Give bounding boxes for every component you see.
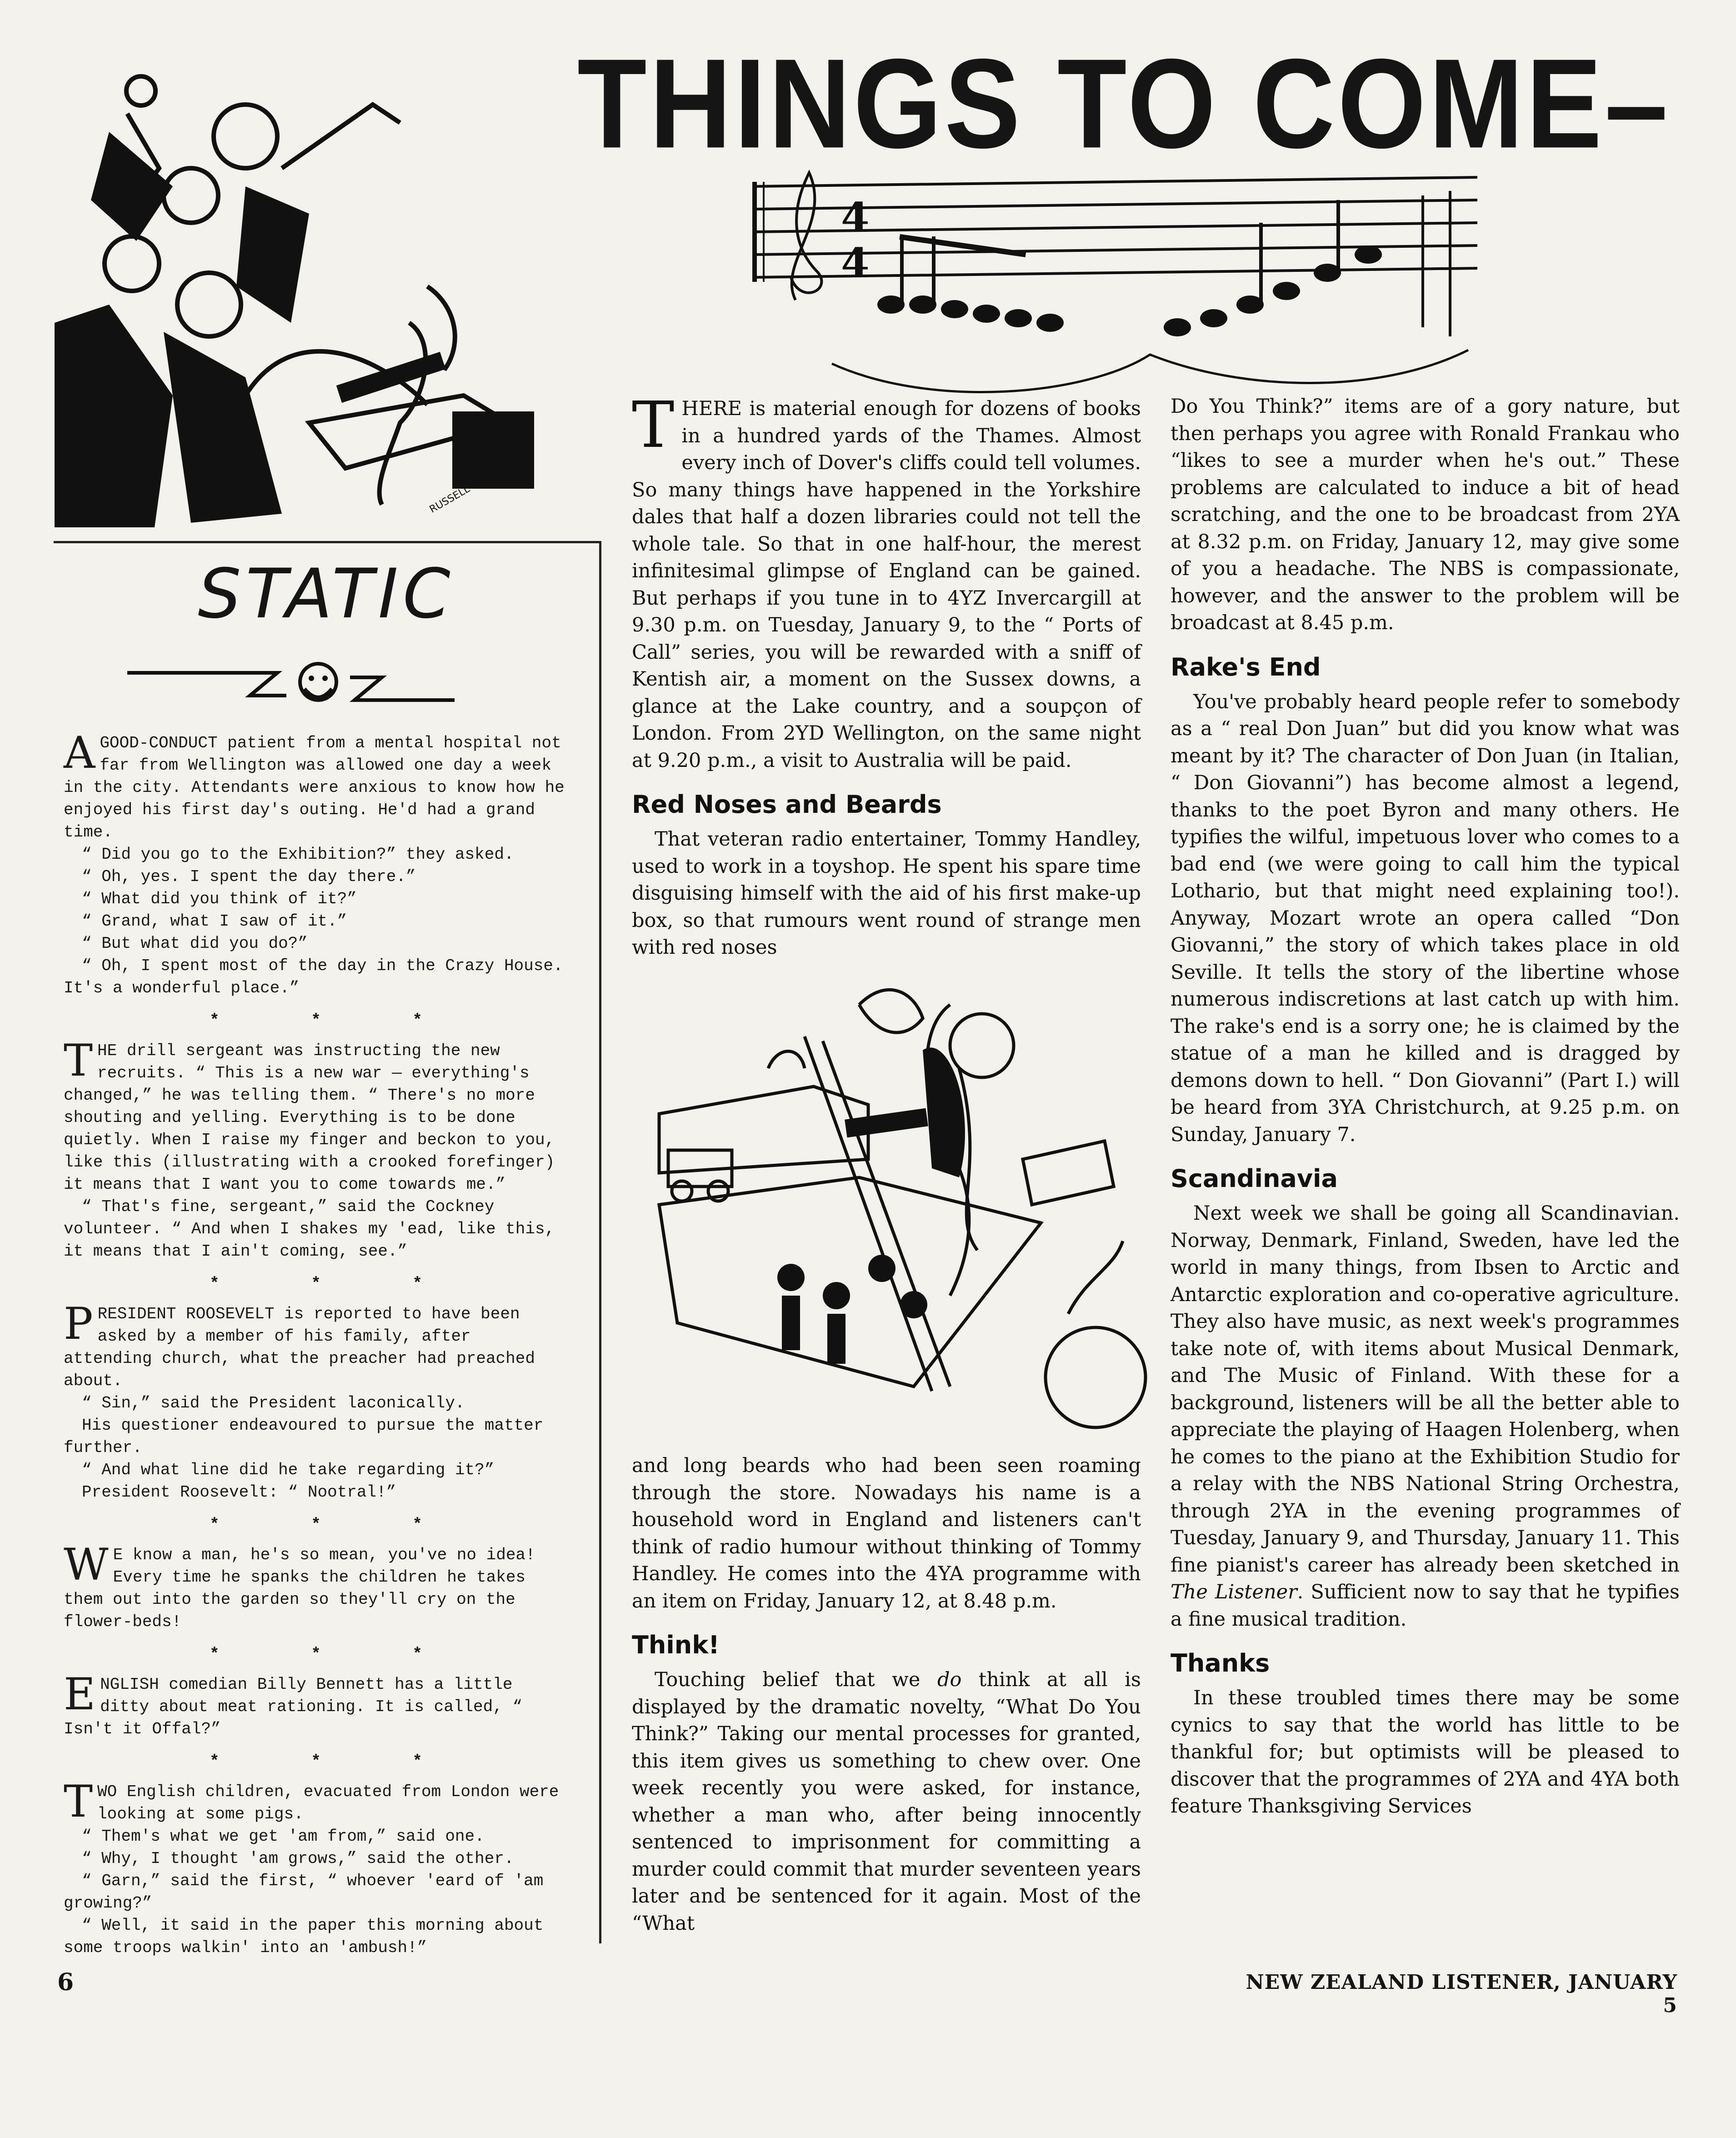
- page-title: THINGS TO COME–: [577, 32, 1671, 175]
- joke-line: “ Oh, yes. I spent the day there.”: [82, 867, 416, 886]
- music-staff-illustration: [741, 155, 1505, 400]
- joke-line: “ What did you think of it?”: [82, 890, 357, 908]
- think-text-pre: Touching belief that we: [655, 1668, 937, 1691]
- joke-line: “ Oh, I spent most of the day in the Crazy House. It's a wonderful place.”: [64, 956, 563, 997]
- column-middle-bottom: [632, 1452, 1141, 1937]
- band-illustration: [55, 50, 545, 527]
- column-middle-top: [632, 388, 1141, 961]
- joke-line: President Roosevelt: “ Nootral!”: [82, 1483, 396, 1502]
- joke-separator: * * *: [209, 1752, 464, 1771]
- think-heading: Think!: [632, 1631, 720, 1659]
- intro-dropcap: T: [632, 388, 675, 462]
- band-signature: RUSSELL CLARK: [427, 465, 504, 516]
- scandinavia-text-post: . Sufficient now to say that he typifies a fine musical tradition.: [1171, 1581, 1680, 1631]
- scandinavia-text-pre: Next week we shall be going all Scandinavian. Norway, Denmark, Finland, Sweden, have led the world in many things, from Ibsen to Arctic and Antarctic exploration and co-operative agriculture. They also have music, as next week's programmes take note of, with items about Musical Denmark, and The Music of Finland. With these for a background, listeners will be all the better able to appreciate the playing of Haagen Holenberg, when he comes to the piano at the Exhibition Studio for a relay with the NBS National String Orchestra, through 2YA in the evening programmes of Tuesday, January 9, and Thursday, January 11. This fine pianist's career has already been sketched in: [1171, 1202, 1680, 1577]
- joke-line: “ That's fine, sergeant,” said the Cockney volunteer. “ And when I shakes my 'ead, like this, it means that I ain't coming, see.”: [64, 1197, 555, 1261]
- think-text-emphasis: do: [937, 1668, 962, 1691]
- joke-dropcap: P: [64, 1298, 93, 1349]
- joke-line: “ And what line did he take regarding it?”: [82, 1461, 495, 1479]
- toyshop-illustration: [632, 977, 1150, 1441]
- think-text-post: think at all is displayed by the dramatic novelty, “What Do You Think?” Taking our mental processes for granted, this item gives us something to chew over. One week recently you were asked, for instance, whether a man who, after being innocently sentenced to imprisonment for committing a murder could commit that murder seventeen years later and be sentenced for it again. Most of the “What: [632, 1668, 1141, 1935]
- joke-separator: * * *: [209, 1011, 464, 1030]
- scandinavia-text-emphasis: The Listener: [1171, 1581, 1297, 1603]
- static-heading: STATIC: [198, 555, 455, 634]
- joke-lead: [64, 1669, 568, 1740]
- static-jokes: [64, 727, 568, 1959]
- rakes-end-text: You've probably heard people refer to somebody as a “ real Don Juan” but did you know what was meant by it? The character of Don Juan (in Italian, “ Don Giovanni”) has become almost a legend, thanks to the poet Byron and many others. He typifies the wilful, impetuous lover who comes to a bad end (we were going to call him the typical Lothario, but that might need explaining too!). Anyway, Mozart wrote an opera called “Don Giovanni,” the story of which takes place in old Seville. It tells the story of the libertine whose numerous indiscretions at last catch up with him. The rake's end is a sorry one; he is claimed by the statue of a man he killed and is dragged by demons down to hell. “ Don Giovanni” (Part I.) will be heard from 3YA Christchurch, at 9.25 p.m. on Sunday, January 7.: [1171, 690, 1680, 1146]
- footer-publication: NEW ZEALAND LISTENER, JANUARY 5: [1246, 1971, 1677, 2017]
- joke-line: “ Garn,” said the first, “ whoever 'eard of 'am growing?”: [64, 1872, 544, 1913]
- intro-paragraph: [632, 388, 1141, 774]
- joke-lead: [64, 1298, 568, 1392]
- joke-lead-text: WO English children, evacuated from London were looking at some pigs.: [97, 1783, 559, 1823]
- page-number: 6: [57, 1968, 74, 1996]
- joke-lead-text: HE drill sergeant was instructing the new recruits. “ This is a new war — everything's changed,” he was telling them. “ There's no more shouting and yelling. Everything is to be done quietly. When I raise my finger and beckon to you, like this (illustrating with a crooked forefinger) it means that I want you to come towards me.”: [64, 1041, 555, 1194]
- joke-lead-text: NGLISH comedian Billy Bennett has a little ditty about meat rationing. It is called, “ Isn't it Offal?”: [64, 1675, 523, 1738]
- intro-text: HERE is material enough for dozens of books in a hundred yards of the Thames. Almost every inch of Dover's cliffs could tell volumes. So many things have happened in the Yorkshire dales that half a dozen libraries could not tell the whole tale. So that in one half-hour, the merest infinitesimal glimpse of England can be gained. But perhaps if you tune in to 4YZ Invercargill at 9.30 p.m. on Tuesday, January 9, to the “ Ports of Call” series, you will be rewarded with a sniff of Kentish air, a moment on the Sussex downs, a glance at the Lake country, and a soupçon of London. From 2YD Wellington, on the same night at 9.20 p.m., a visit to Australia will be paid.: [632, 397, 1141, 772]
- joke-dropcap: E: [64, 1669, 96, 1720]
- joke-lead-text: RESIDENT ROOSEVELT is reported to have been asked by a member of his family, after attending church, what the preacher had preached about.: [64, 1305, 535, 1390]
- joke-line: His questioner endeavoured to pursue the matter further.: [64, 1416, 544, 1457]
- thanks-heading: Thanks: [1171, 1649, 1270, 1677]
- joke-lead: [64, 1776, 568, 1827]
- joke-separator: * * *: [209, 1645, 464, 1663]
- joke-line: “ But what did you do?”: [82, 934, 308, 953]
- joke-lead-text: GOOD-CONDUCT patient from a mental hospital not far from Wellington was allowed one day a week in the city. Attendants were anxious to know how he enjoyed his first day's outing. He'd had a grand time.: [64, 734, 565, 841]
- joke-line: “ Grand, what I saw of it.”: [82, 912, 347, 931]
- joke-lead: [64, 1539, 568, 1633]
- joke-line: “ Did you go to the Exhibition?” they asked.: [82, 845, 514, 864]
- joke-separator: * * *: [209, 1515, 464, 1534]
- red-noses-text-b: and long beards who had been seen roaming through the store. Nowadays his name is a household word in England and listeners can't think of radio humour without thinking of Tommy Handley. He comes into the 4YA programme with an item on Friday, January 12, at 8.48 p.m.: [632, 1454, 1141, 1612]
- red-noses-heading: Red Noses and Beards: [632, 790, 942, 819]
- joke-line: “ Why, I thought 'am grows,” said the other.: [82, 1849, 514, 1868]
- think-paragraph: [632, 1667, 1141, 1937]
- rakes-end-heading: Rake's End: [1171, 652, 1321, 681]
- joke-dropcap: T: [64, 1776, 93, 1827]
- think-text-continued: Do You Think?” items are of a gory nature, but then perhaps you agree with Ronald Frankau who “likes to see a murder when he's out.” These problems are calculated to induce a bit of head scratching, and the one to be broadcast from 2YA at 8.32 p.m. on Friday, January 12, may give some of you a headache. The NBS is compassionate, however, and the answer to the problem will be broadcast at 8.45 p.m.: [1171, 395, 1680, 634]
- svg-text:4: 4: [841, 239, 870, 287]
- svg-text:4: 4: [841, 194, 870, 242]
- red-noses-text-a: That veteran radio entertainer, Tommy Handley, used to work in a toyshop. He spent his spare time disguising himself with the aid of his first make-up box, so that rumours went round of strange men with red noses: [632, 828, 1141, 959]
- joke-dropcap: A: [64, 727, 95, 778]
- joke-line: “ Them's what we get 'am from,” said one.: [82, 1827, 485, 1846]
- static-face-decoration: [127, 646, 455, 714]
- joke-line: “ Sin,” said the President laconically.: [82, 1394, 465, 1412]
- joke-lead-text: E know a man, he's so mean, you've no idea! Every time he spanks the children he takes them out into the garden so they'll cry on the flower-beds!: [64, 1546, 535, 1631]
- joke-separator: * * *: [209, 1274, 464, 1293]
- joke-line: “ Well, it said in the paper this morning about some troops walkin' into an 'ambush!”: [64, 1916, 544, 1957]
- joke-dropcap: T: [64, 1035, 93, 1086]
- joke-lead: [64, 1035, 568, 1196]
- joke-dropcap: W: [64, 1539, 109, 1590]
- scandinavia-paragraph: [1171, 1200, 1680, 1633]
- joke-lead: [64, 727, 568, 843]
- scandinavia-heading: Scandinavia: [1171, 1164, 1338, 1193]
- thanks-text: In these troubled times there may be some cynics to say that the world has little to be thankful for; but optimists will be pleased to discover that the programmes of 2YA and 4YA both feature Thanksgiving Services: [1171, 1687, 1680, 1818]
- column-right: [1171, 393, 1680, 1820]
